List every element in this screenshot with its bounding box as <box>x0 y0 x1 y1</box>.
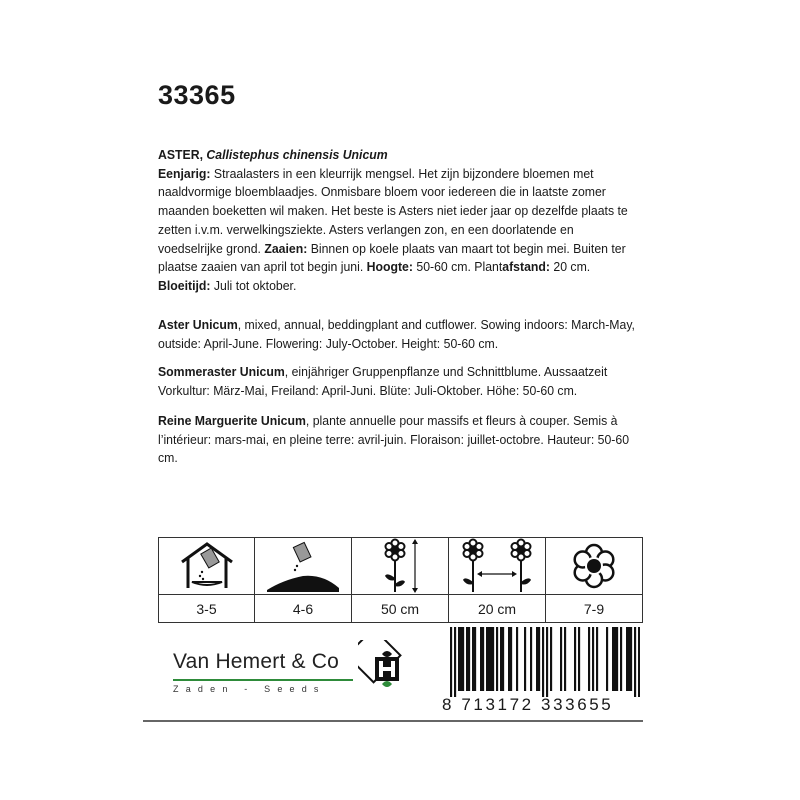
barcode-bar <box>560 627 562 691</box>
french-text: , plante annuelle pour massifs et fleurs à couper. Semis à l’intérieur: mars-mai, en pleine terre: avril-juin. Floraison: juillet-octobre. Hauteur: 50-60 cm. <box>158 413 630 466</box>
barcode-bar <box>490 627 492 691</box>
barcode-bar <box>488 627 490 691</box>
barcode-bar <box>638 627 640 697</box>
barcode-bar <box>578 627 580 691</box>
eenjarig-label: Eenjarig: <box>158 165 211 181</box>
english-text: , mixed, annual, beddingplant and cutflower. Sowing indoors: March-May, outside: April-June. Flowering: July-October. Height: 50-60 cm. <box>158 317 635 351</box>
brand-logo-icon <box>358 640 416 703</box>
barcode-bar <box>500 627 502 691</box>
barcode-bar <box>612 627 614 691</box>
afstand-label: afstand: <box>502 259 550 275</box>
barcode-bar <box>574 627 576 691</box>
article-number: 33365 <box>158 80 236 110</box>
zaaien-text: Binnen op koele plaats van maart tot begin mei. Buiten ter plaatse zaaien van april tot begin juni. <box>158 240 626 275</box>
barcode-bar <box>516 627 518 691</box>
barcode-bar <box>606 627 608 691</box>
dutch-description <box>158 146 642 296</box>
hoogte-text: 50-60 cm. Plant <box>412 259 503 275</box>
barcode-bar <box>630 627 632 691</box>
barcode-bar <box>502 627 504 691</box>
barcode-bar <box>462 627 464 691</box>
icon-label: 50 cm <box>352 595 449 623</box>
icon-cell-sow-outdoors <box>255 537 352 623</box>
barcode-bar <box>496 627 498 691</box>
barcode-bar <box>510 627 512 691</box>
sow-indoors-icon <box>158 537 255 595</box>
barcode-bar <box>596 627 598 691</box>
german-text: , einjähriger Gruppenpflanze und Schnittblume. Aussaatzeit Vorkultur: März-Mai, Freiland: April-Juni. Blüte: Juli-Oktober. Höhe: 50-60 cm. <box>158 364 608 398</box>
french-description <box>158 412 642 468</box>
icon-cell-sow-indoors <box>158 537 255 623</box>
barcode-bar <box>482 627 484 691</box>
barcode-bar <box>530 627 532 691</box>
bottom-divider <box>143 720 643 722</box>
barcode-bar <box>626 627 628 691</box>
hoogte-label: Hoogte: <box>366 259 413 275</box>
latin-name: Callistephus chinensis Unicum <box>206 147 388 162</box>
icon-label: 7-9 <box>546 595 643 623</box>
barcode-number: 8 713172 333655 <box>442 695 614 714</box>
barcode-bar <box>614 627 616 691</box>
barcode-bar <box>536 627 538 691</box>
barcode-bar <box>492 627 494 691</box>
icon-label: 3-5 <box>158 595 255 623</box>
barcode-bar <box>542 627 544 697</box>
barcode-bar <box>466 627 468 691</box>
brand-block <box>173 650 353 694</box>
zaaien-label: Zaaien: <box>264 240 308 256</box>
afstand-text: 20 cm. <box>549 259 591 275</box>
german-name: Sommeraster Unicum <box>158 364 285 379</box>
sowing-info-icons <box>158 537 643 623</box>
barcode-bar <box>454 627 456 697</box>
bloeitijd-text: Juli tot oktober. <box>210 277 297 293</box>
barcode-bar <box>550 627 552 691</box>
barcode-bar <box>468 627 470 691</box>
french-name: Reine Marguerite Unicum <box>158 413 306 428</box>
barcode-bar <box>450 627 452 697</box>
icon-cell-plant-spacing <box>449 537 546 623</box>
barcode-bar <box>458 627 460 691</box>
sow-outdoors-icon <box>255 537 352 595</box>
barcode-bar <box>564 627 566 691</box>
english-description <box>158 316 642 353</box>
barcode-bar <box>634 627 636 697</box>
barcode-bar <box>538 627 540 691</box>
plant-spacing-icon <box>449 537 546 595</box>
barcode-bar <box>616 627 618 691</box>
barcode-bar <box>546 627 548 697</box>
brand-rule <box>173 679 353 681</box>
icon-cell-flowering <box>546 537 643 623</box>
brand-tagline: Zaden - Seeds <box>173 683 326 694</box>
icon-label: 4-6 <box>255 595 352 623</box>
barcode-bar <box>508 627 510 691</box>
barcode-bar <box>474 627 476 691</box>
icon-label: 20 cm <box>449 595 546 623</box>
barcode-bar <box>588 627 590 691</box>
brand-name: Van Hemert & Co <box>173 650 340 673</box>
barcode-bar <box>620 627 622 691</box>
barcode-bar <box>628 627 630 691</box>
barcode-bar <box>592 627 594 691</box>
barcode-image <box>450 627 640 697</box>
barcode-bar <box>480 627 482 691</box>
eenjarig-text: Straalasters in een kleurrijk mengsel. Het zijn bijzondere bloemen met naaldvormige bloemblaadjes. Onmisbare bloem voor iedereen die in laatste zomer maanden boeketten wil maken. Het beste is Asters niet ieder jaar op dezelfde plaats te zetten i.v.m. verwelkingsziekte. Asters verlangen zon, en een doorlatende en voedselrijke grond. <box>158 165 628 256</box>
german-description <box>158 363 642 400</box>
title: ASTER, Callistephus chinensis Unicum <box>158 147 388 162</box>
barcode-bar <box>486 627 488 691</box>
icon-cell-plant-height <box>352 537 449 623</box>
bloeitijd-label: Bloeitijd: <box>158 277 211 293</box>
barcode-bar <box>460 627 462 691</box>
english-name: Aster Unicum <box>158 317 238 332</box>
flowering-icon <box>546 537 643 595</box>
barcode-bar <box>524 627 526 691</box>
plant-height-icon <box>352 537 449 595</box>
barcode-bar <box>472 627 474 691</box>
